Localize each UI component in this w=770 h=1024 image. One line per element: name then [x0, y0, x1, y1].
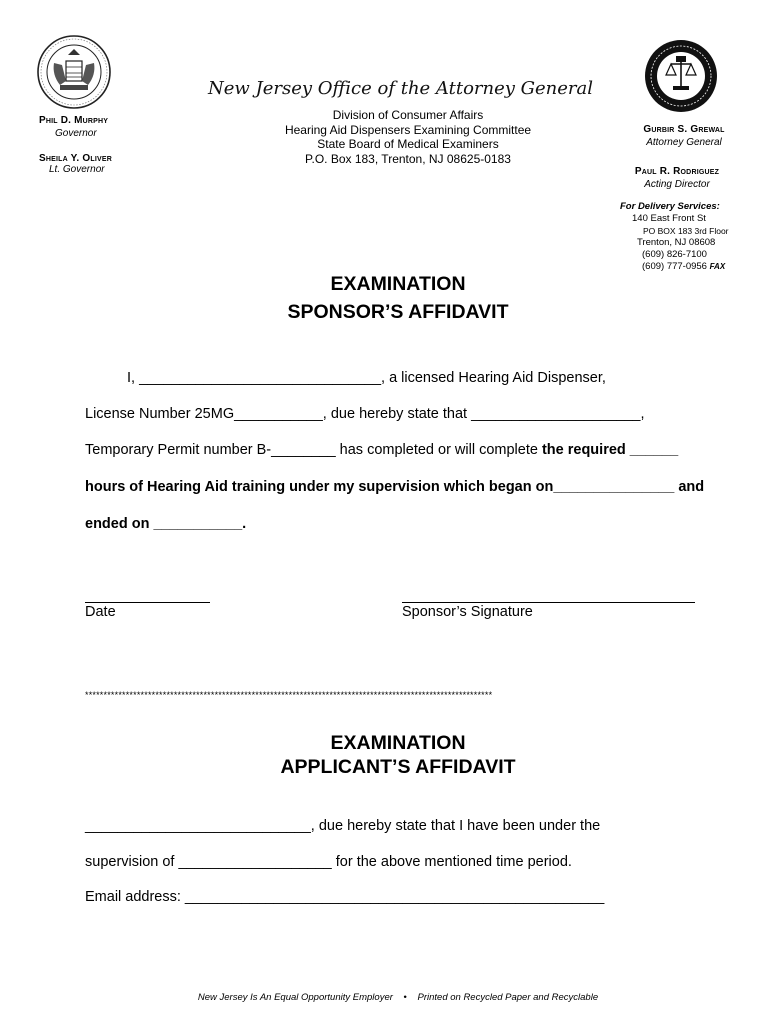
- sponsor-line-4: hours of Hearing Aid training under my supervision which began on_______________ and: [85, 479, 705, 495]
- office-title: New Jersey Office of the Attorney General: [208, 78, 594, 99]
- division-line: State Board of Medical Examiners: [317, 137, 499, 151]
- governor-title: Governor: [55, 128, 97, 139]
- applicant-line-1: ____________________________, due hereby state that I have been under the: [85, 818, 601, 834]
- footer: [0, 992, 770, 1003]
- delivery-line: (609) 826-7100: [642, 249, 707, 260]
- section-divider: **************************************************************************************************************: [85, 690, 493, 700]
- sponsor-line-5: ended on ___________.: [85, 516, 247, 532]
- division-line: Division of Consumer Affairs: [332, 108, 484, 122]
- lt-governor-title: Lt. Governor: [49, 164, 105, 175]
- applicant-line-2: supervision of ___________________ for the above mentioned time period.: [85, 854, 572, 870]
- state-seal-logo: [36, 33, 112, 111]
- applicant-email-line: Email address: ____________________________________________________: [85, 889, 605, 905]
- sponsor-heading-line1: EXAMINATION: [330, 273, 466, 295]
- governor-name: Phil D. Murphy: [39, 115, 109, 126]
- footer-bullet: •: [403, 992, 407, 1003]
- date-signature-line[interactable]: [85, 602, 210, 603]
- lt-governor-name: Sheila Y. Oliver: [39, 153, 112, 164]
- sponsor-line-1: I, ______________________________, a licensed Hearing Aid Dispenser,: [127, 370, 606, 386]
- footer-equal-opportunity: New Jersey Is An Equal Opportunity Employer: [197, 992, 393, 1003]
- delivery-line: (609) 777-0956: [642, 261, 707, 272]
- division-line: P.O. Box 183, Trenton, NJ 08625-0183: [305, 151, 511, 166]
- sponsor-signature-label: Sponsor’s Signature: [402, 604, 533, 620]
- date-label: Date: [85, 604, 116, 620]
- attorney-general-seal-logo: [643, 38, 719, 114]
- sponsor-line-3-regular: Temporary Permit number B-________ has completed or will complete: [85, 442, 542, 458]
- applicant-heading-line1: EXAMINATION: [330, 732, 466, 754]
- sponsor-signature-line[interactable]: [402, 602, 695, 603]
- sponsor-line-3: [85, 442, 678, 458]
- delivery-line: PO BOX 183 3rd Floor: [643, 226, 729, 236]
- footer-recycled: Printed on Recycled Paper and Recyclable: [417, 992, 599, 1003]
- director-title: Acting Director: [644, 179, 710, 190]
- sponsor-heading-line2: SPONSOR’S AFFIDAVIT: [287, 301, 509, 323]
- attorney-general-title: Attorney General: [646, 137, 722, 148]
- delivery-services-block: [612, 201, 729, 273]
- sponsor-line-2: License Number 25MG___________, due hereby state that _____________________,: [85, 406, 645, 422]
- division-line: Hearing Aid Dispensers Examining Committee: [284, 122, 532, 137]
- delivery-label: For Delivery Services:: [620, 201, 720, 212]
- sponsor-line-3-bold: the required ______: [541, 442, 679, 458]
- division-address-block: [270, 108, 546, 166]
- delivery-line: Trenton, NJ 08608: [637, 237, 716, 248]
- fax-label: FAX: [709, 262, 726, 271]
- director-name: Paul R. Rodriguez: [634, 166, 720, 177]
- attorney-general-name: Gurbir S. Grewal: [643, 124, 725, 135]
- applicant-heading-line2: APPLICANT’S AFFIDAVIT: [280, 756, 516, 778]
- delivery-line: 140 East Front St: [632, 213, 706, 224]
